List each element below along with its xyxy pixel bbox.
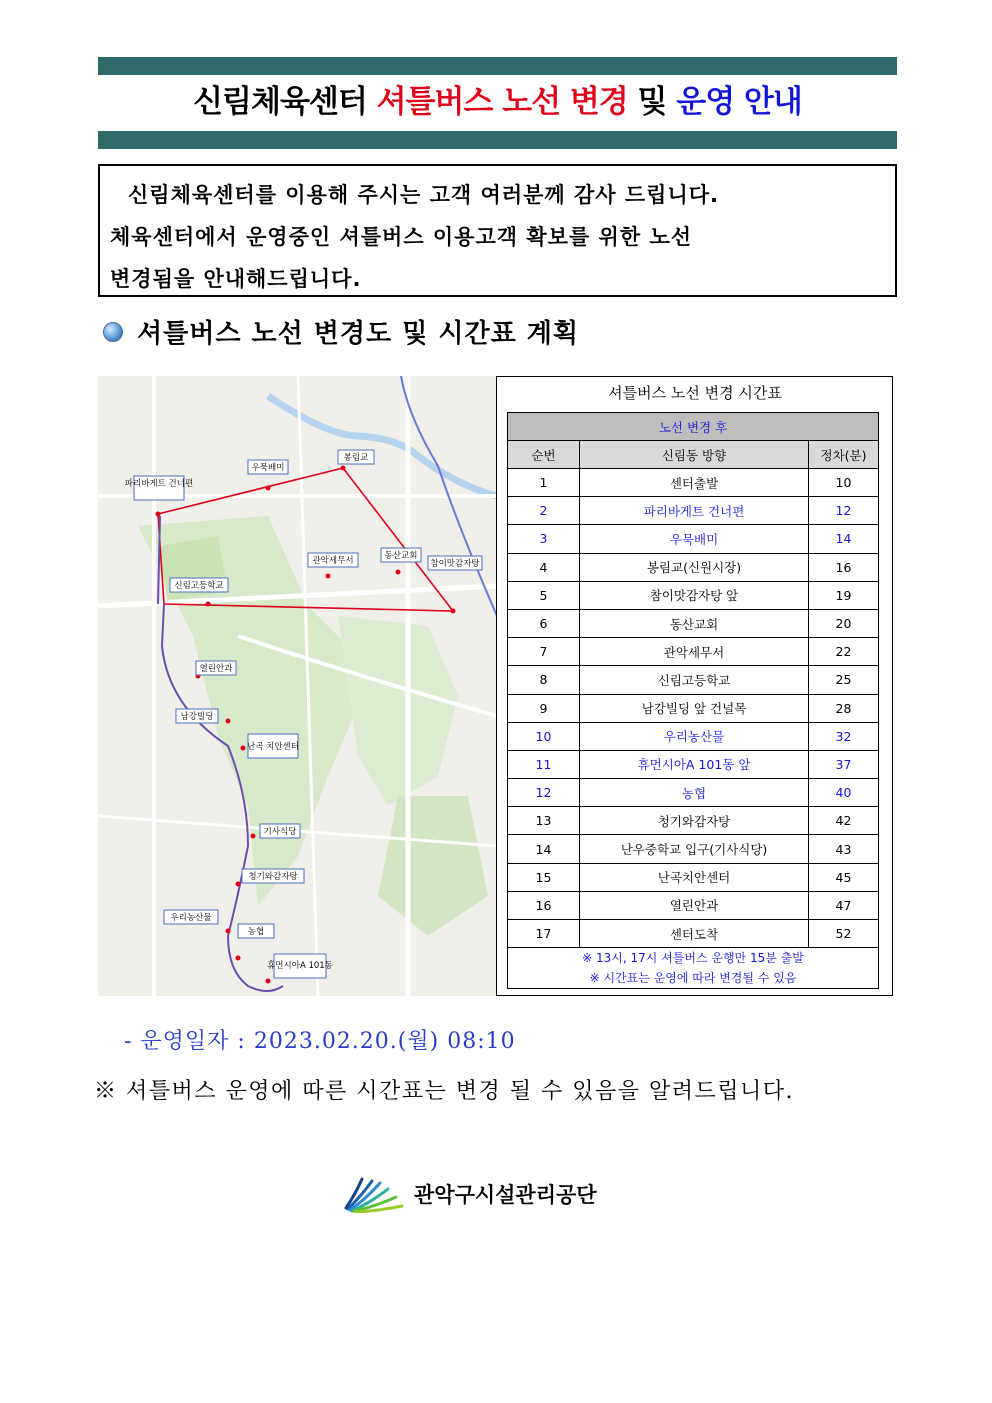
table-cell-stop: 휴먼시아A 101동 앞 <box>580 750 809 778</box>
table-cell-stop: 난우중학교 입구(기사식당) <box>580 835 809 863</box>
table-cell-min: 52 <box>809 920 879 948</box>
route-map <box>98 376 497 996</box>
timetable-title: 셔틀버스 노선 변경 시간표 <box>608 384 782 402</box>
table-cell-no: 15 <box>508 863 580 891</box>
section-heading <box>103 313 579 350</box>
title-part-and: 및 <box>637 84 667 120</box>
table-cell-no: 8 <box>508 666 580 694</box>
table-cell-stop: 센터도착 <box>580 920 809 948</box>
section-title: 셔틀버스 노선 변경도 및 시간표 계획 <box>137 319 579 349</box>
table-cell-stop: 남강빌딩 앞 건널목 <box>580 694 809 722</box>
table-cell-stop: 참이맛감자탕 앞 <box>580 581 809 609</box>
table-cell-min: 40 <box>809 779 879 807</box>
table-cell-stop: 봉림교(신원시장) <box>580 553 809 581</box>
table-cell-stop: 신림고등학교 <box>580 666 809 694</box>
org-name: 관악구시설관리공단 <box>414 1183 597 1207</box>
table-cell-no: 5 <box>508 581 580 609</box>
table-row <box>508 891 879 919</box>
table-cell-min: 16 <box>809 553 879 581</box>
table-cell-min: 25 <box>809 666 879 694</box>
map-label: 휴먼시아A 101동 <box>267 961 333 971</box>
table-row <box>508 525 879 553</box>
timetable-note: ※ 시간표는 운영에 따라 변경될 수 있음 <box>589 971 797 986</box>
table-cell-stop: 동산교회 <box>580 609 809 637</box>
map-label: 열린안과 <box>199 664 233 674</box>
table-cell-min: 32 <box>809 722 879 750</box>
table-cell-min: 45 <box>809 863 879 891</box>
intro-line: 체육센터에서 운영중인 셔틀버스 이용고객 확보를 위한 노선 <box>110 225 693 249</box>
table-cell-min: 47 <box>809 891 879 919</box>
header-bar-top <box>98 57 897 75</box>
table-row <box>508 863 879 891</box>
table-row <box>508 497 879 525</box>
table-row <box>508 609 879 637</box>
table-row <box>508 666 879 694</box>
table-cell-min: 19 <box>809 581 879 609</box>
table-row <box>508 694 879 722</box>
title-part-venue: 신림체육센터 <box>193 84 367 120</box>
table-cell-min: 10 <box>809 469 879 497</box>
table-row <box>508 750 879 778</box>
table-row <box>508 722 879 750</box>
timetable-notes <box>508 948 879 989</box>
map-label: 청기와감자탕 <box>248 872 298 882</box>
table-cell-min: 14 <box>809 525 879 553</box>
table-row <box>508 835 879 863</box>
column-header: 정차(분) <box>809 441 879 469</box>
map-label: 신림고등학교 <box>174 581 224 591</box>
fan-logo-icon <box>342 1175 406 1213</box>
table-row <box>508 581 879 609</box>
table-cell-stop: 열린안과 <box>580 891 809 919</box>
table-cell-min: 42 <box>809 807 879 835</box>
sphere-bullet-icon <box>103 322 123 342</box>
schedule-change-notice: ※ 셔틀버스 운영에 따른 시간표는 변경 될 수 있음을 알려드립니다. <box>94 1079 794 1104</box>
timetable-panel <box>497 376 893 996</box>
map-label: 남강빌딩 <box>180 712 214 722</box>
table-cell-no: 16 <box>508 891 580 919</box>
table-cell-stop: 우리농산물 <box>580 722 809 750</box>
table-cell-stop: 농협 <box>580 779 809 807</box>
operation-date: - 운영일자 : 2023.02.20.(월) 08:10 <box>124 1029 516 1054</box>
column-header: 신림동 방향 <box>580 441 809 469</box>
intro-line: 변경됨을 안내해드립니다. <box>110 267 362 291</box>
table-cell-min: 20 <box>809 609 879 637</box>
map-label: 농협 <box>247 927 265 937</box>
table-cell-min: 37 <box>809 750 879 778</box>
timetable-header: 노선 변경 후 <box>508 413 879 441</box>
table-cell-stop: 관악세무서 <box>580 638 809 666</box>
table-cell-no: 10 <box>508 722 580 750</box>
table-cell-no: 6 <box>508 609 580 637</box>
table-row <box>508 553 879 581</box>
table-cell-no: 9 <box>508 694 580 722</box>
table-cell-stop: 청기와감자탕 <box>580 807 809 835</box>
header-bar-bottom <box>98 131 897 149</box>
map-label: 파리바게트 건너편 <box>124 479 194 489</box>
table-cell-stop: 파리바게트 건너편 <box>580 497 809 525</box>
map-label: 참이맛감자탕 <box>430 559 480 569</box>
table-cell-no: 12 <box>508 779 580 807</box>
table-cell-stop: 센터출발 <box>580 469 809 497</box>
table-cell-no: 3 <box>508 525 580 553</box>
table-cell-min: 22 <box>809 638 879 666</box>
intro-line: 신림체육센터를 이용해 주시는 고객 여러분께 감사 드립니다. <box>128 183 719 207</box>
table-cell-min: 28 <box>809 694 879 722</box>
map-label: 기사식당 <box>263 827 297 837</box>
map-label: 우리농산물 <box>170 913 212 923</box>
table-row <box>508 469 879 497</box>
map-label: 동산교회 <box>384 551 418 561</box>
intro-box <box>98 164 897 297</box>
map-label: 난곡 치안센터 <box>247 742 299 752</box>
table-cell-no: 14 <box>508 835 580 863</box>
timetable <box>507 412 879 989</box>
table-row <box>508 807 879 835</box>
org-logo <box>342 1175 597 1213</box>
table-cell-stop: 난곡치안센터 <box>580 863 809 891</box>
table-row <box>508 920 879 948</box>
table-cell-no: 13 <box>508 807 580 835</box>
timetable-note: ※ 13시, 17시 셔틀버스 운행만 15분 출발 <box>582 951 804 966</box>
table-cell-no: 2 <box>508 497 580 525</box>
table-cell-no: 1 <box>508 469 580 497</box>
table-cell-no: 11 <box>508 750 580 778</box>
table-row <box>508 638 879 666</box>
page-title <box>98 80 897 124</box>
column-header: 순번 <box>508 441 580 469</box>
table-cell-no: 17 <box>508 920 580 948</box>
route-map-svg <box>98 376 497 996</box>
map-label: 우묵배미 <box>251 463 285 473</box>
table-cell-stop: 우묵배미 <box>580 525 809 553</box>
table-cell-min: 43 <box>809 835 879 863</box>
title-part-route-change: 셔틀버스 노선 변경 <box>376 84 628 120</box>
map-label: 관악세무서 <box>312 556 354 566</box>
table-cell-min: 12 <box>809 497 879 525</box>
table-cell-no: 7 <box>508 638 580 666</box>
title-part-operation: 운영 안내 <box>676 84 802 120</box>
map-label: 봉림교 <box>343 453 369 463</box>
table-row <box>508 779 879 807</box>
table-cell-no: 4 <box>508 553 580 581</box>
